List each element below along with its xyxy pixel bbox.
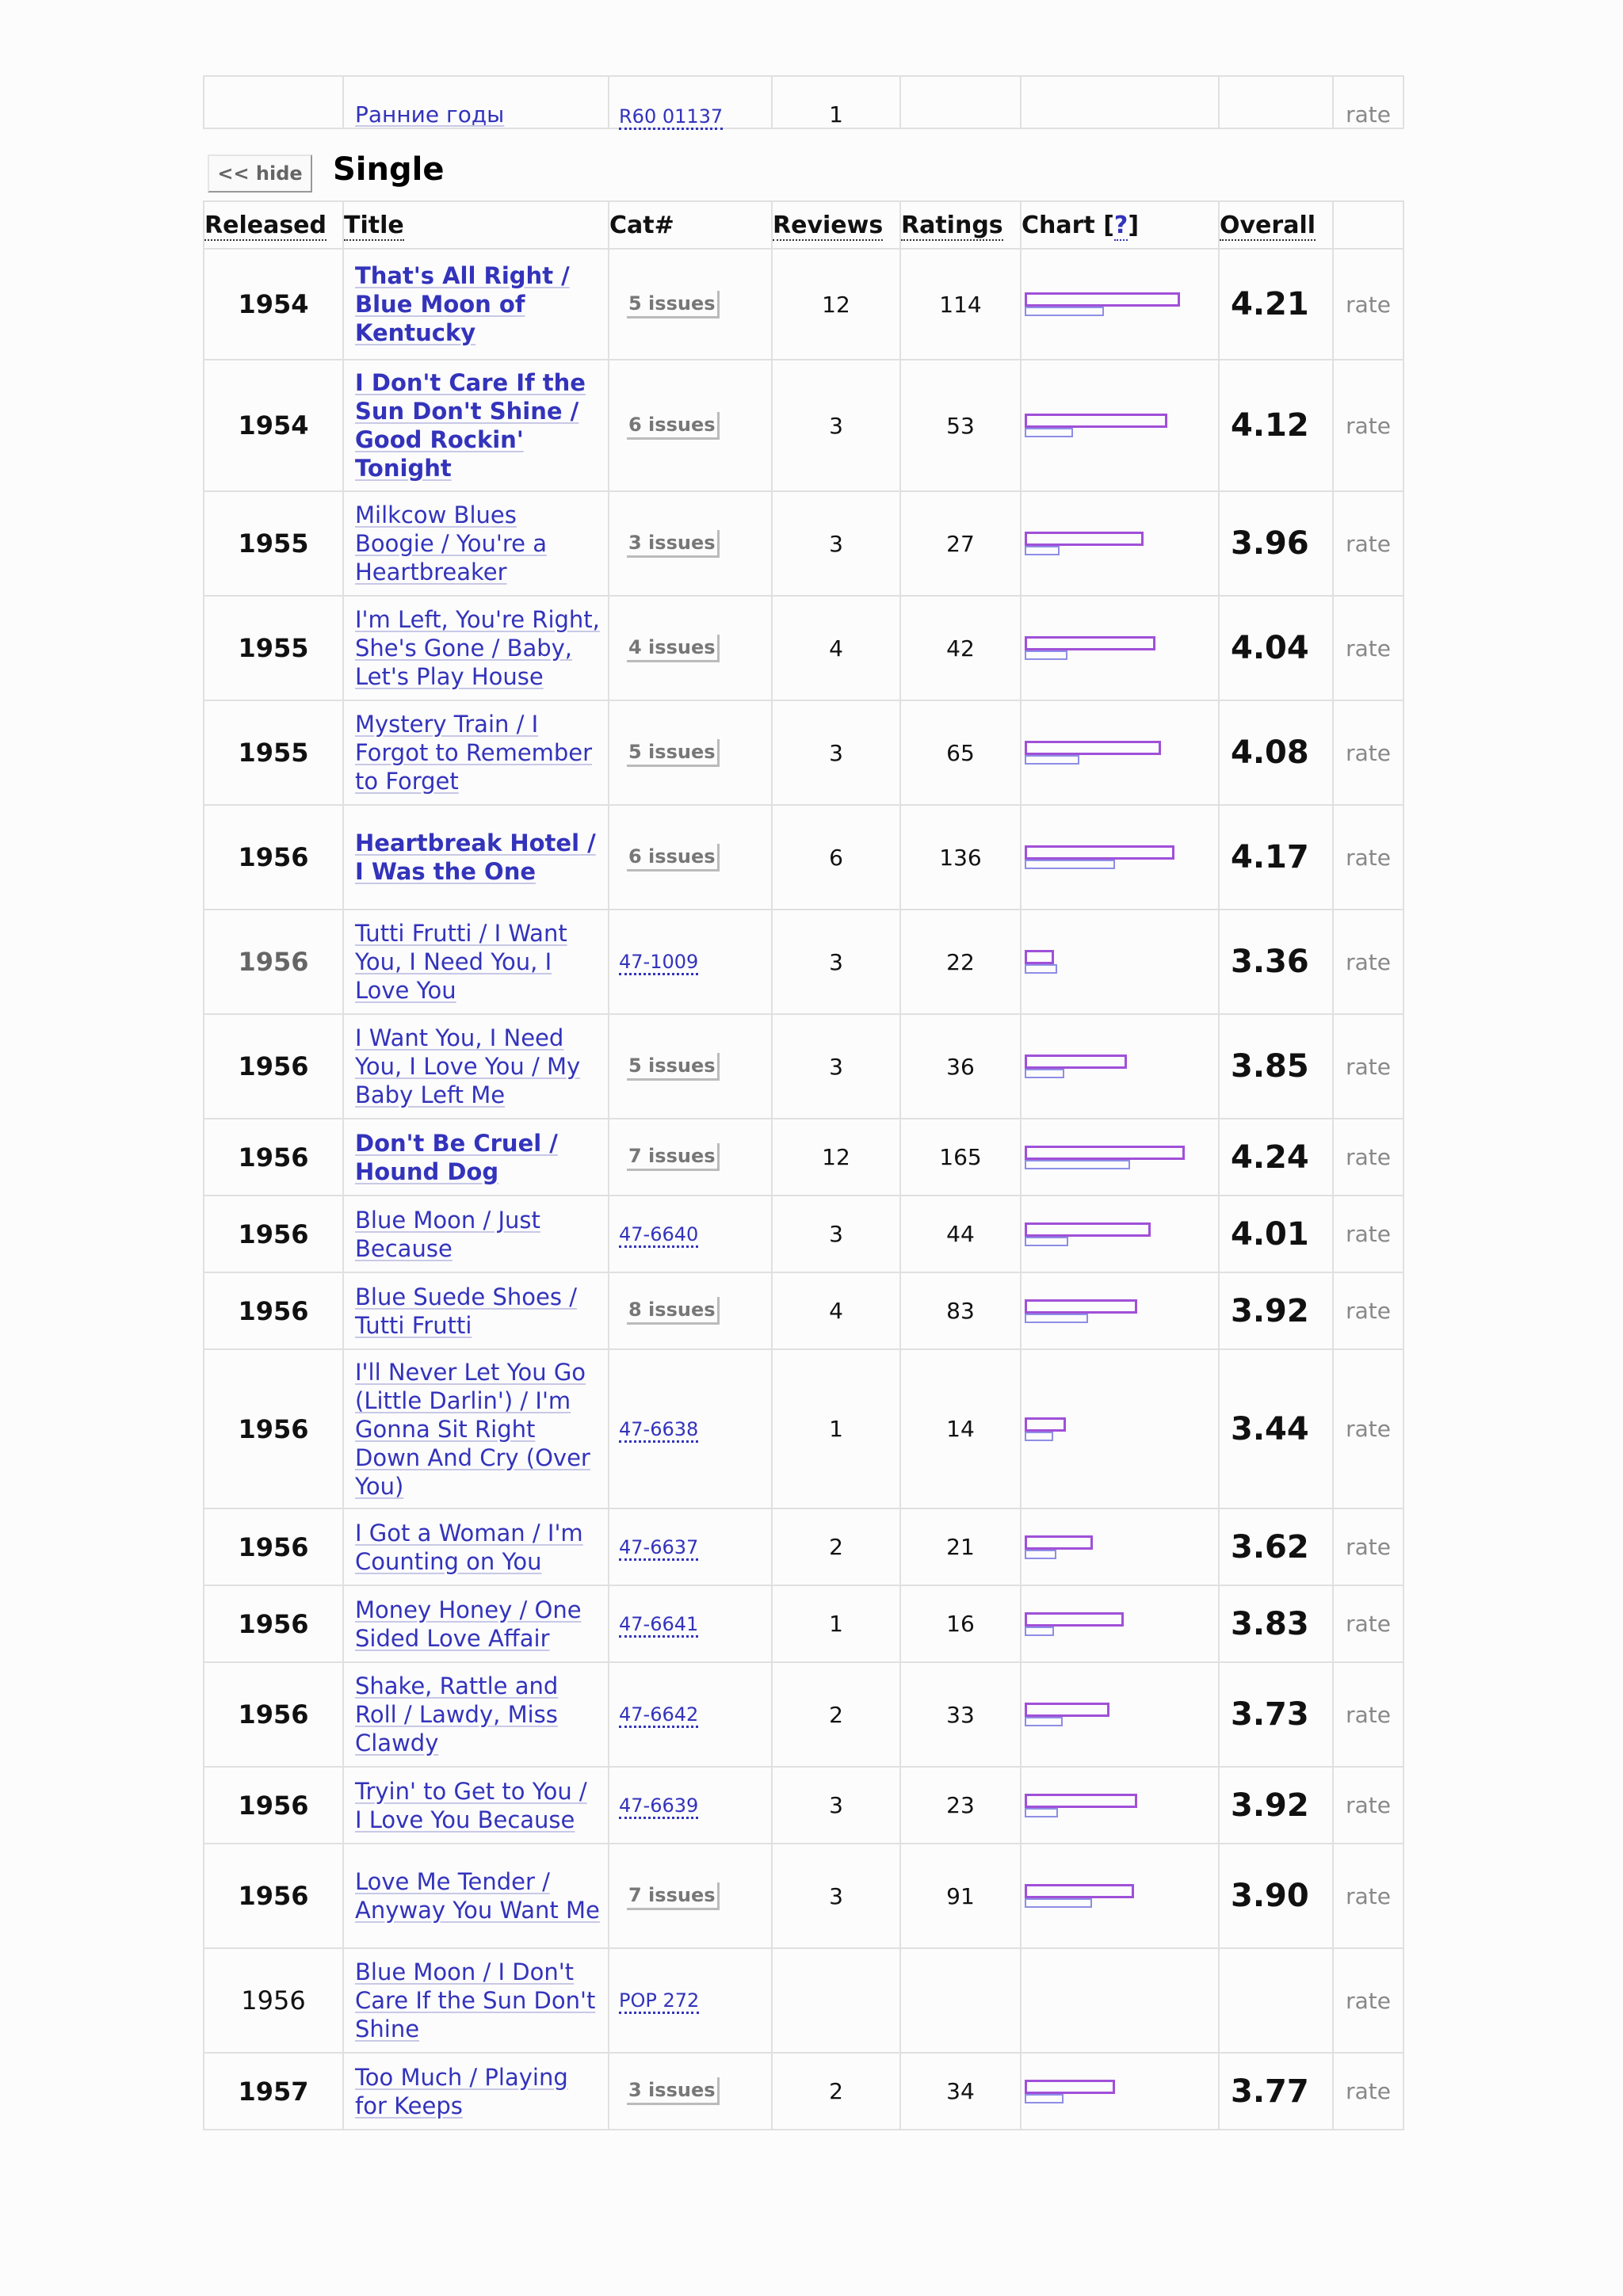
catalog-number-link[interactable]: 47-6638	[619, 1418, 698, 1443]
release-year: 1956	[204, 1844, 343, 1948]
release-title-link[interactable]: Heartbreak Hotel / I Was the One	[355, 830, 596, 885]
catalog-cell	[609, 910, 772, 1014]
catalog-number-link[interactable]: 47-6639	[619, 1794, 698, 1819]
catalog-number-link[interactable]: 47-6637	[619, 1536, 698, 1561]
catalog-cell	[609, 1662, 772, 1767]
catalog-number-link[interactable]: POP 272	[619, 1989, 699, 2014]
year-cell	[204, 76, 343, 128]
section-title: Single	[333, 151, 445, 188]
release-title-link[interactable]: I Don't Care If the Sun Don't Shine / Good Rockin' Tonight	[355, 369, 586, 482]
chart-cell	[1021, 1014, 1219, 1119]
issues-button[interactable]: 3 issues	[627, 530, 720, 558]
popularity-bar	[1025, 1627, 1054, 1636]
reviews-count: 1	[772, 1585, 900, 1662]
reviews-count: 3	[772, 1196, 900, 1272]
overall-rating: 3.36	[1219, 910, 1333, 1014]
ratings-count: 42	[900, 596, 1021, 700]
chart-help-link[interactable]: ?	[1113, 211, 1128, 239]
ratings-count: 65	[900, 700, 1021, 805]
discography-container	[203, 75, 1403, 2130]
release-year: 1954	[204, 249, 343, 360]
rating-bar	[1025, 414, 1167, 428]
catalog-cell	[609, 1196, 772, 1272]
rate-link[interactable]: rate	[1333, 1585, 1403, 1662]
popularity-bar	[1025, 1550, 1056, 1559]
release-row	[204, 249, 1403, 360]
reviews-count: 1	[772, 76, 900, 128]
release-title-link[interactable]: Milkcow Blues Boogie / You're a Heartbreaker	[355, 502, 547, 585]
catalog-cell	[609, 596, 772, 700]
issues-button[interactable]: 4 issues	[627, 635, 720, 662]
rating-bar	[1025, 292, 1180, 307]
overall-rating: 4.17	[1219, 805, 1333, 910]
catalog-cell	[609, 249, 772, 360]
chart-cell	[1021, 491, 1219, 596]
release-row	[204, 2053, 1403, 2130]
release-row	[204, 910, 1403, 1014]
release-year: 1956	[204, 1014, 343, 1119]
catalog-cell	[609, 1585, 772, 1662]
chart-cell	[1021, 1119, 1219, 1196]
release-year: 1956	[204, 1272, 343, 1349]
overall-rating: 3.90	[1219, 1844, 1333, 1948]
reviews-count: 3	[772, 1844, 900, 1948]
chart-cell	[1021, 1196, 1219, 1272]
released-column-header[interactable]: Released	[204, 201, 343, 249]
catalog-number-link[interactable]: 47-6641	[619, 1613, 698, 1638]
popularity-bar	[1025, 1717, 1063, 1726]
rating-bar	[1025, 1535, 1093, 1550]
release-title-link[interactable]: Tryin' to Get to You / I Love You Because	[355, 1777, 587, 1833]
release-title-link[interactable]: Love Me Tender / Anyway You Want Me	[355, 1868, 600, 1924]
release-row	[204, 1948, 1403, 2053]
catalog-cell	[609, 360, 772, 491]
chart-cell	[1021, 596, 1219, 700]
release-title-link[interactable]: Money Honey / One Sided Love Affair	[355, 1596, 582, 1652]
overall-rating: 3.44	[1219, 1349, 1333, 1508]
release-title-cell	[343, 700, 609, 805]
catalog-cell	[609, 805, 772, 910]
rating-bar	[1025, 1794, 1137, 1808]
overall-rating: 3.92	[1219, 1272, 1333, 1349]
reviews-count: 2	[772, 2053, 900, 2130]
release-row	[204, 1844, 1403, 1948]
popularity-bar	[1025, 755, 1079, 765]
rating-bar	[1025, 1299, 1137, 1314]
rating-bar	[1025, 845, 1174, 860]
release-title-cell	[343, 1349, 609, 1508]
release-title-link[interactable]: Shake, Rattle and Roll / Lawdy, Miss Clawdy	[355, 1672, 559, 1756]
issues-button[interactable]: 5 issues	[627, 291, 720, 318]
release-title-cell	[343, 1662, 609, 1767]
overall-rating: 3.85	[1219, 1014, 1333, 1119]
popularity-bar	[1025, 860, 1115, 869]
reviews-count: 3	[772, 1767, 900, 1844]
catalog-cell	[609, 1508, 772, 1585]
rating-bar	[1025, 1703, 1109, 1717]
release-title-cell	[343, 491, 609, 596]
release-title-cell	[343, 1948, 609, 2053]
rating-bar	[1025, 2080, 1115, 2094]
rating-bar	[1025, 1222, 1151, 1237]
release-year: 1956	[204, 910, 343, 1014]
release-year: 1956	[204, 1585, 343, 1662]
rate-link[interactable]: rate	[1333, 1844, 1403, 1948]
reviews-count: 4	[772, 596, 900, 700]
popularity-bar	[1025, 546, 1060, 555]
rate-link[interactable]: rate	[1333, 76, 1403, 128]
release-title-cell	[343, 1767, 609, 1844]
catalog-cell	[609, 1767, 772, 1844]
popularity-bar	[1025, 1069, 1064, 1078]
reviews-count: 2	[772, 1662, 900, 1767]
chart-cell	[1021, 1767, 1219, 1844]
overall-rating: 4.01	[1219, 1196, 1333, 1272]
overall-rating: 3.92	[1219, 1767, 1333, 1844]
rate-link[interactable]: rate	[1333, 249, 1403, 360]
issues-button[interactable]: 7 issues	[627, 1882, 720, 1910]
release-title-link[interactable]: Blue Moon / I Don't Care If the Sun Don't Shine	[355, 1958, 596, 2042]
overall-rating: 4.12	[1219, 360, 1333, 491]
catalog-number-link[interactable]: 47-6640	[619, 1223, 698, 1248]
overall-rating	[1219, 76, 1333, 128]
reviews-count: 3	[772, 360, 900, 491]
release-title-cell	[343, 360, 609, 491]
release-title-link[interactable]: I'm Left, You're Right, She's Gone / Baby, Let's Play House	[355, 606, 600, 690]
previous-section-table	[203, 75, 1404, 129]
section-header	[203, 129, 1403, 200]
overall-rating: 4.21	[1219, 249, 1333, 360]
release-title-cell	[343, 1014, 609, 1119]
catalog-cell	[609, 1014, 772, 1119]
release-row	[204, 805, 1403, 910]
catalog-cell	[609, 1272, 772, 1349]
ratings-count: 34	[900, 2053, 1021, 2130]
rating-bar	[1025, 532, 1144, 546]
previous-release-row	[204, 76, 1403, 128]
overall-rating: 4.24	[1219, 1119, 1333, 1196]
rate-link[interactable]: rate	[1333, 910, 1403, 1014]
popularity-bar	[1025, 2094, 1064, 2103]
overall-rating: 3.73	[1219, 1662, 1333, 1767]
overall-rating: 4.08	[1219, 700, 1333, 805]
release-year: 1956	[204, 1767, 343, 1844]
reviews-count: 3	[772, 491, 900, 596]
reviews-count: 6	[772, 805, 900, 910]
release-title-cell	[343, 1844, 609, 1948]
ratings-count: 21	[900, 1508, 1021, 1585]
reviews-count: 3	[772, 1014, 900, 1119]
ratings-column-header[interactable]: Ratings	[900, 201, 1021, 249]
release-year: 1955	[204, 700, 343, 805]
catalog-cell	[609, 1948, 772, 2053]
rate-link[interactable]: rate	[1333, 1948, 1403, 2053]
ratings-count: 33	[900, 1662, 1021, 1767]
popularity-bar	[1025, 307, 1104, 316]
release-row	[204, 1272, 1403, 1349]
catalog-number-link[interactable]: 47-1009	[619, 951, 698, 975]
rating-bar	[1025, 1417, 1066, 1432]
popularity-bar	[1025, 1898, 1092, 1908]
overall-rating: 3.83	[1219, 1585, 1333, 1662]
chart-cell	[1021, 249, 1219, 360]
ratings-count: 27	[900, 491, 1021, 596]
rating-bar	[1025, 1146, 1185, 1160]
release-title-link[interactable]: Blue Moon / Just Because	[355, 1206, 540, 1262]
release-title-cell	[343, 596, 609, 700]
release-title-link[interactable]: I Got a Woman / I'm Counting on You	[355, 1519, 583, 1575]
popularity-bar	[1025, 1160, 1130, 1169]
release-year: 1956	[204, 1948, 343, 2053]
release-title-cell	[343, 1585, 609, 1662]
rate-link[interactable]: rate	[1333, 360, 1403, 491]
rate-link[interactable]: rate	[1333, 805, 1403, 910]
popularity-bar	[1025, 650, 1067, 660]
release-row	[204, 1767, 1403, 1844]
release-title-cell	[343, 2053, 609, 2130]
chart-cell	[1021, 1585, 1219, 1662]
release-title-cell	[343, 1119, 609, 1196]
release-year: 1956	[204, 1349, 343, 1508]
chart-cell	[1021, 700, 1219, 805]
release-title-link[interactable]: Don't Be Cruel / Hound Dog	[355, 1129, 558, 1185]
hide-section-button[interactable]: << hide	[208, 154, 312, 193]
release-title-cell	[343, 1272, 609, 1349]
rating-bar	[1025, 1884, 1134, 1898]
overall-rating: 3.62	[1219, 1508, 1333, 1585]
ratings-count: 114	[900, 249, 1021, 360]
release-year: 1956	[204, 1196, 343, 1272]
popularity-bar	[1025, 428, 1073, 437]
release-title-link[interactable]: Ранние годы	[343, 76, 609, 128]
overall-rating: 3.77	[1219, 2053, 1333, 2130]
reviews-count: 3	[772, 700, 900, 805]
ratings-count: 83	[900, 1272, 1021, 1349]
catalog-cell	[609, 700, 772, 805]
rate-link[interactable]: rate	[1333, 1662, 1403, 1767]
release-row	[204, 1014, 1403, 1119]
chart-cell	[1021, 910, 1219, 1014]
catalog-cell	[609, 1119, 772, 1196]
release-row	[204, 360, 1403, 491]
catalog-number-link[interactable]: 47-6642	[619, 1703, 698, 1728]
chart-cell	[1021, 1508, 1219, 1585]
release-row	[204, 1585, 1403, 1662]
ratings-count: 23	[900, 1767, 1021, 1844]
chart-cell	[1021, 2053, 1219, 2130]
ratings-count	[900, 1948, 1021, 2053]
ratings-count: 136	[900, 805, 1021, 910]
catalog-cell	[609, 1844, 772, 1948]
ratings-count: 91	[900, 1844, 1021, 1948]
release-year: 1957	[204, 2053, 343, 2130]
title-column-header[interactable]: Title	[343, 201, 609, 249]
release-year: 1954	[204, 360, 343, 491]
release-title-link[interactable]: That's All Right / Blue Moon of Kentucky	[355, 262, 570, 346]
rating-bar	[1025, 636, 1155, 650]
rate-link[interactable]: rate	[1333, 1119, 1403, 1196]
overall-column-header[interactable]: Overall	[1219, 201, 1333, 249]
chart-cell	[1021, 805, 1219, 910]
reviews-count: 12	[772, 1119, 900, 1196]
chart-cell	[1021, 1662, 1219, 1767]
release-year: 1955	[204, 596, 343, 700]
chart-column-header: Chart [?]	[1021, 201, 1219, 249]
chart-cell	[1021, 1272, 1219, 1349]
release-row	[204, 1119, 1403, 1196]
release-title-link[interactable]: I'll Never Let You Go (Little Darlin') / I'm Gonna Sit Right Down And Cry (Over You)	[355, 1358, 590, 1500]
chart-cell	[1021, 1349, 1219, 1508]
reviews-count: 3	[772, 910, 900, 1014]
release-row	[204, 1196, 1403, 1272]
release-row	[204, 1508, 1403, 1585]
ratings-count: 44	[900, 1196, 1021, 1272]
release-row	[204, 1349, 1403, 1508]
ratings-count	[900, 76, 1021, 128]
chart-cell	[1021, 360, 1219, 491]
release-title-cell	[343, 910, 609, 1014]
catalog-number-cell	[609, 76, 772, 128]
rating-bar	[1025, 1055, 1127, 1069]
ratings-count: 22	[900, 910, 1021, 1014]
reviews-count: 2	[772, 1508, 900, 1585]
ratings-count: 36	[900, 1014, 1021, 1119]
release-title-cell	[343, 805, 609, 910]
reviews-count: 4	[772, 1272, 900, 1349]
catalog-number-link[interactable]: R60 01137	[619, 105, 723, 130]
release-title-link[interactable]: Blue Suede Shoes / Tutti Frutti	[355, 1283, 577, 1339]
reviews-count: 1	[772, 1349, 900, 1508]
rating-bar	[1025, 741, 1161, 755]
overall-rating: 4.04	[1219, 596, 1333, 700]
popularity-bar	[1025, 1432, 1053, 1441]
release-row	[204, 491, 1403, 596]
rate-link[interactable]: rate	[1333, 1272, 1403, 1349]
release-title-link[interactable]: Tutti Frutti / I Want You, I Need You, I Love You	[355, 920, 567, 1004]
rate-link[interactable]: rate	[1333, 1196, 1403, 1272]
rate-link[interactable]: rate	[1333, 596, 1403, 700]
popularity-bar	[1025, 1808, 1058, 1817]
release-year: 1956	[204, 1662, 343, 1767]
issues-button[interactable]: 7 issues	[627, 1143, 720, 1171]
release-title-cell	[343, 1196, 609, 1272]
issues-button[interactable]: 5 issues	[627, 1053, 720, 1081]
rate-link[interactable]: rate	[1333, 1349, 1403, 1508]
release-title-link[interactable]: Mystery Train / I Forgot to Remember to Forget	[355, 711, 593, 795]
catalog-cell	[609, 1349, 772, 1508]
popularity-bar	[1025, 1314, 1088, 1323]
reviews-count: 12	[772, 249, 900, 360]
ratings-count: 53	[900, 360, 1021, 491]
catalog-column-header: Cat#	[609, 201, 772, 249]
overall-rating: 3.96	[1219, 491, 1333, 596]
table-header-row	[204, 201, 1403, 249]
reviews-column-header[interactable]: Reviews	[772, 201, 900, 249]
rating-bar	[1025, 1612, 1124, 1627]
issues-button[interactable]: 6 issues	[627, 412, 720, 440]
rating-bar	[1025, 950, 1054, 964]
rate-link[interactable]: rate	[1333, 491, 1403, 596]
popularity-bar	[1025, 1237, 1068, 1246]
release-year: 1955	[204, 491, 343, 596]
chart-cell	[1021, 76, 1219, 128]
overall-rating	[1219, 1948, 1333, 2053]
release-row	[204, 700, 1403, 805]
rate-link[interactable]: rate	[1333, 700, 1403, 805]
ratings-count: 165	[900, 1119, 1021, 1196]
release-row	[204, 1662, 1403, 1767]
rate-column-header	[1333, 201, 1403, 249]
ratings-count: 16	[900, 1585, 1021, 1662]
release-title-link[interactable]: Too Much / Playing for Keeps	[355, 2063, 568, 2119]
release-title-link[interactable]: I Want You, I Need You, I Love You / My Baby Left Me	[355, 1024, 581, 1108]
catalog-cell	[609, 2053, 772, 2130]
chart-cell	[1021, 1844, 1219, 1948]
rate-link[interactable]: rate	[1333, 1014, 1403, 1119]
rate-link[interactable]: rate	[1333, 1508, 1403, 1585]
rate-link[interactable]: rate	[1333, 2053, 1403, 2130]
release-row	[204, 596, 1403, 700]
singles-table	[203, 200, 1404, 2130]
catalog-cell	[609, 491, 772, 596]
release-title-cell	[343, 1508, 609, 1585]
rate-link[interactable]: rate	[1333, 1767, 1403, 1844]
issues-button[interactable]: 6 issues	[627, 844, 720, 871]
popularity-bar	[1025, 964, 1057, 974]
ratings-count: 14	[900, 1349, 1021, 1508]
release-title-cell	[343, 249, 609, 360]
reviews-count	[772, 1948, 900, 2053]
release-year: 1956	[204, 1119, 343, 1196]
release-year: 1956	[204, 1508, 343, 1585]
issues-button[interactable]: 5 issues	[627, 739, 720, 767]
release-year: 1956	[204, 805, 343, 910]
issues-button[interactable]: 3 issues	[627, 2077, 720, 2105]
issues-button[interactable]: 8 issues	[627, 1297, 720, 1325]
chart-cell	[1021, 1948, 1219, 2053]
